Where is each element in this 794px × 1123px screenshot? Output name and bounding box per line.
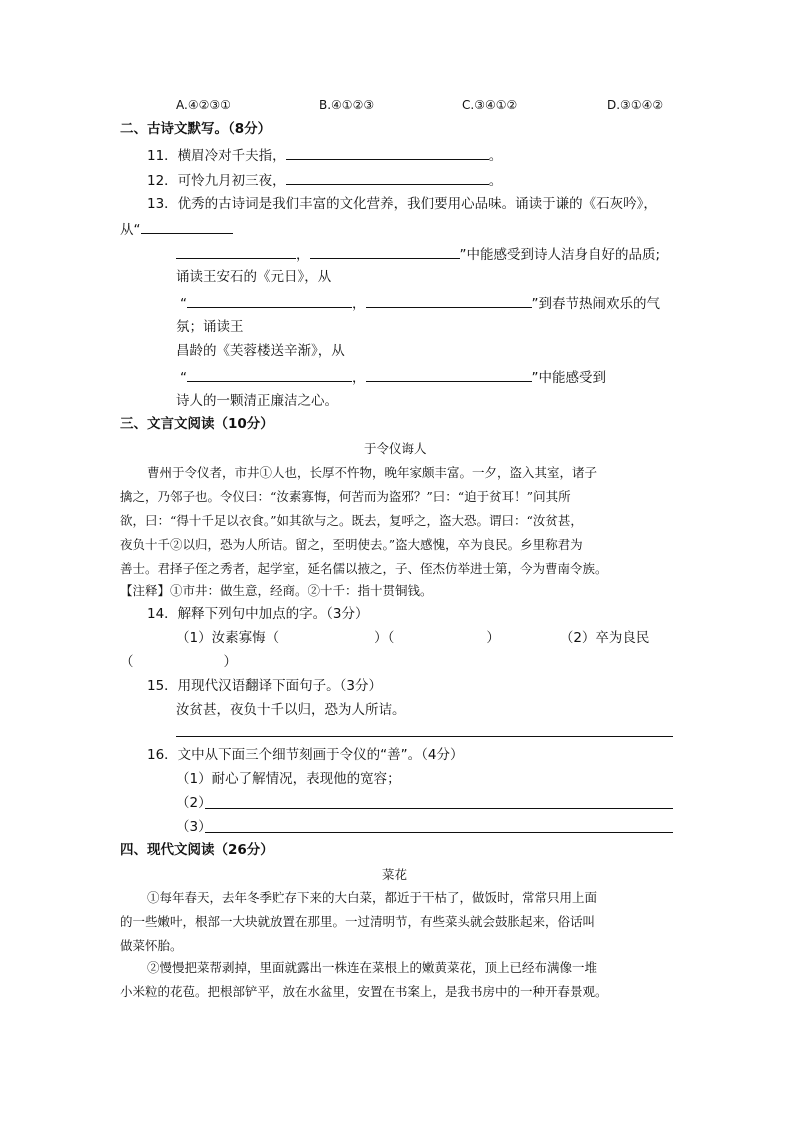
q11-blank[interactable] xyxy=(286,145,489,160)
essay-p1-line3: 做菜怀胎。 xyxy=(120,938,183,953)
q14: 14．解释下列句中加点的字。（3分） xyxy=(147,606,369,622)
passage-line-3: 欲，曰：“得十千足以衣食。”如其欲与之。既去，复呼之，盗大恐。谓曰：“汝贫甚， xyxy=(120,513,583,528)
q13-blank-5[interactable] xyxy=(366,293,532,308)
section3-heading: 三、文言文阅读（10分） xyxy=(120,416,274,432)
q13-blank-2[interactable] xyxy=(176,244,296,259)
q14-item-1: （1）汝素寡悔（ xyxy=(176,630,280,646)
q13-comma-2: ， xyxy=(352,296,366,312)
q15-sentence: 汝贫甚，夜负十千以归，恐为人所诘。 xyxy=(176,702,406,718)
passage-line-2: 擒之，乃邻子也。令仪曰：“汝素寡悔，何苦而为盗邪？”曰：“迫于贫耳！”问其所 xyxy=(120,489,571,504)
passage-title: 于令仪诲人 xyxy=(364,441,427,456)
option-c: C.③④①② xyxy=(462,98,518,112)
q13-line5 xyxy=(180,293,660,313)
essay-p1-line1: ①每年春天，去年冬季贮存下来的大白菜，都近于干枯了，做饭时，常常只用上面 xyxy=(147,890,598,905)
q16-answer-line-2[interactable] xyxy=(205,808,673,809)
q13-line8 xyxy=(180,367,606,387)
q16-item-1: （1）耐心了解情况，表现他的宽容； xyxy=(176,771,401,787)
q16-item-3: （3） xyxy=(176,819,212,835)
essay-title: 菜花 xyxy=(382,867,408,882)
q16-item-2: （2） xyxy=(176,795,212,811)
q11 xyxy=(147,145,502,165)
section2-heading: 二、古诗文默写。（8分） xyxy=(120,121,272,137)
option-b: B.④①②③ xyxy=(319,98,375,112)
q13-line3 xyxy=(176,244,660,264)
essay-p2-line2: 小米粒的花苞。把根部铲平，放在水盆里，安置在书案上，是我书房中的一种开春景观。 xyxy=(120,984,608,999)
q12-period: 。 xyxy=(488,173,503,189)
q13-line1: 13．优秀的古诗词是我们丰富的文化营养，我们要用心品味。诵读于谦的《石灰吟》， xyxy=(147,196,657,212)
q16-answer-line-3[interactable] xyxy=(205,832,673,833)
q14-answer-2 xyxy=(120,653,237,671)
q14-close-3: ） xyxy=(223,654,237,670)
q13-atmos: 氛；诵读王 xyxy=(176,319,244,335)
option-d: D.③①④② xyxy=(607,98,664,112)
q13-blank-3[interactable] xyxy=(310,244,460,259)
q13-blank-6[interactable] xyxy=(187,367,352,382)
q14-open: （ xyxy=(120,654,134,670)
q13-end3: ”中能感受到 xyxy=(531,370,606,386)
q12 xyxy=(147,170,502,190)
option-a: A.④②③① xyxy=(176,98,231,112)
q11-text: 11．横眉冷对千夫指， xyxy=(147,148,286,164)
passage-line-5: 善士。君择子侄之秀者，起学室，延名儒以掖之，子、侄杰仿举进士第，今为曹南令族。 xyxy=(120,561,608,576)
q13-comma-3: ， xyxy=(352,370,366,386)
section4-heading: 四、现代文阅读（26分） xyxy=(120,842,274,858)
passage-note: 【注释】①市井：做生意，经商。②十千：指十贯铜钱。 xyxy=(120,583,433,598)
q14-item-2: （2）卒为良民 xyxy=(559,630,650,646)
q13-blank-1[interactable] xyxy=(141,219,233,234)
q13-from xyxy=(120,219,233,239)
q14-close: ） xyxy=(486,630,500,646)
q16: 16．文中从下面三个细节刻画于令仪的“善”。（4分） xyxy=(147,747,464,763)
q14-line xyxy=(176,629,649,647)
essay-p1-line2: 的一些嫩叶，根部一大块就放置在那里。一过清明节，有些菜头就会鼓胀起来，俗话叫 xyxy=(120,914,596,929)
q14-close-open: ）（ xyxy=(374,630,395,646)
q12-text: 12．可怜九月初三夜， xyxy=(147,173,286,189)
q11-period: 。 xyxy=(488,148,503,164)
q13-quote-1: “ xyxy=(180,296,187,312)
q12-blank[interactable] xyxy=(286,170,489,185)
passage-line-4: 夜负十千②以归，恐为人所诘。留之，至明使去。”盗大感愧，卒为良民。乡里称君为 xyxy=(120,537,583,552)
passage-line-1: 曹州于令仪者，市井①人也，长厚不忤物，晚年家颇丰富。一夕，盗入其室，诸子 xyxy=(147,465,598,480)
q13-blank-4[interactable] xyxy=(187,293,352,308)
q13-wang: 诵读王安石的《元日》，从 xyxy=(176,269,332,285)
q15-answer-line[interactable] xyxy=(176,736,673,737)
q13-end1: ”中能感受到诗人洁身自好的品质; xyxy=(459,247,661,263)
q13-comma-1: ， xyxy=(296,247,310,263)
q13-end2: ”到春节热闹欢乐的气 xyxy=(531,296,660,312)
essay-p2-line1: ②慢慢把菜帮剥掉，里面就露出一株连在菜根上的嫩黄菜花，顶上已经布满像一堆 xyxy=(147,960,598,975)
q13-blank-7[interactable] xyxy=(366,367,532,382)
q13-wangcl: 昌龄的《芙蓉楼送辛渐》，从 xyxy=(176,343,345,359)
q13-last: 诗人的一颗清正廉洁之心。 xyxy=(176,393,338,409)
q13-quote-2: “ xyxy=(180,370,187,386)
q13-from-text: 从“ xyxy=(120,222,141,238)
q15: 15．用现代汉语翻译下面句子。（3分） xyxy=(147,678,383,694)
